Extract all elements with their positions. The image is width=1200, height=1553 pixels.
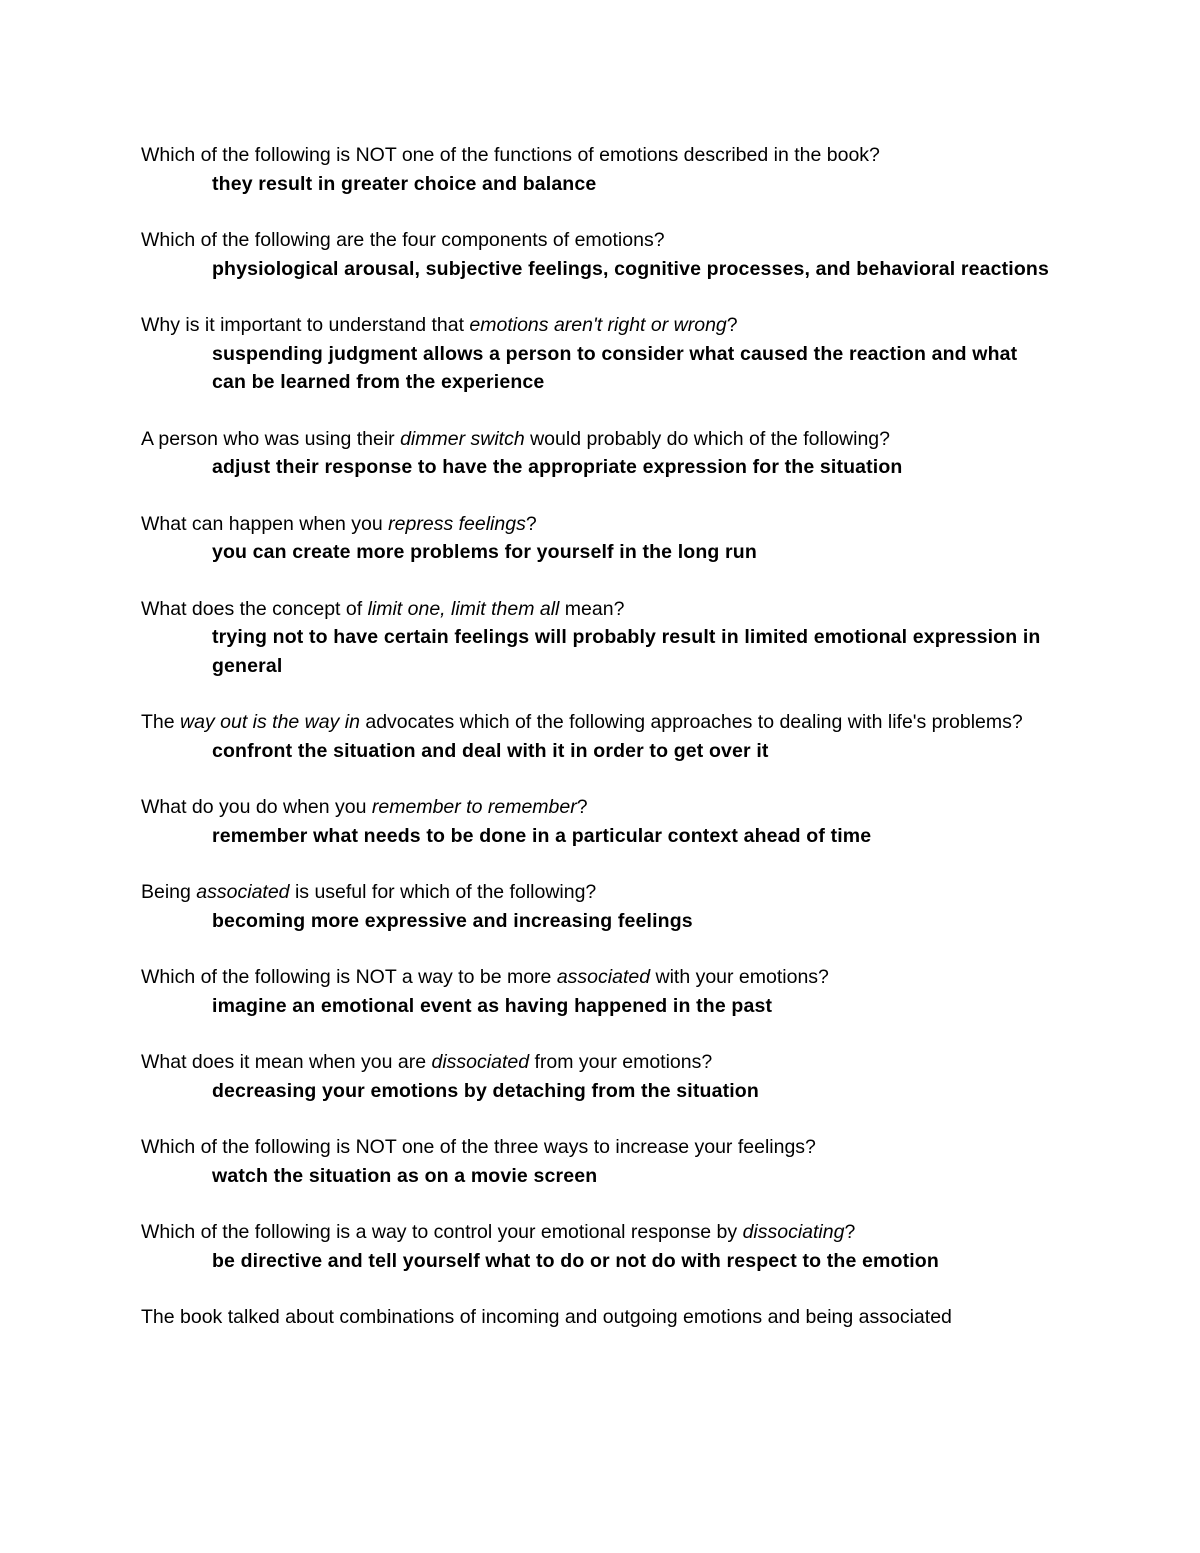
qa-block bbox=[141, 963, 1051, 1020]
question-segment: would probably do which of the following? bbox=[524, 427, 890, 450]
question-segment: Which of the following is NOT one of the functions of emotions described in the book? bbox=[141, 144, 880, 166]
question-text bbox=[141, 1303, 1051, 1332]
qa-block bbox=[141, 510, 1051, 567]
question-text bbox=[141, 1133, 1051, 1162]
answer-text: physiological arousal, subjective feelings, cognitive processes, and behavioral reactions bbox=[212, 257, 1049, 280]
question-segment: ? bbox=[525, 512, 537, 535]
question-segment: ? bbox=[844, 1221, 856, 1243]
question-emphasis: dimmer switch bbox=[400, 427, 525, 450]
document-page bbox=[141, 141, 1051, 1360]
question-emphasis: repress feelings bbox=[388, 512, 526, 535]
qa-block bbox=[141, 1133, 1051, 1190]
question-segment: advocates which of the following approaches to dealing with life's problems? bbox=[359, 711, 1023, 733]
question-segment: Being bbox=[141, 881, 197, 903]
question-segment: What does the concept of bbox=[141, 597, 368, 620]
question-text bbox=[141, 311, 1051, 340]
answer-text: decreasing your emotions by detaching from the situation bbox=[212, 1079, 759, 1102]
question-emphasis: way out is the way in bbox=[180, 711, 360, 733]
question-segment: Which of the following is NOT a way to be more bbox=[141, 966, 557, 988]
qa-block bbox=[141, 1303, 1051, 1332]
qa-block bbox=[141, 878, 1051, 935]
answer-text: becoming more expressive and increasing feelings bbox=[212, 909, 693, 932]
question-emphasis: associated bbox=[196, 881, 290, 903]
question-segment: What do you do when you bbox=[141, 796, 372, 818]
qa-block bbox=[141, 311, 1051, 397]
question-text bbox=[141, 141, 1051, 170]
question-text bbox=[141, 793, 1051, 822]
qa-block bbox=[141, 226, 1051, 283]
question-emphasis: limit one, limit them all bbox=[367, 597, 560, 620]
question-segment: with your emotions? bbox=[650, 966, 829, 988]
question-segment: is useful for which of the following? bbox=[289, 881, 597, 903]
answer-text: adjust their response to have the appropriate expression for the situation bbox=[212, 456, 903, 478]
answer-text: suspending judgment allows a person to consider what caused the reaction and what can be learned from the experience bbox=[212, 342, 1018, 393]
question-emphasis: dissociated bbox=[431, 1051, 530, 1073]
question-segment: A person who was using their bbox=[141, 427, 401, 450]
qa-block bbox=[141, 793, 1051, 850]
question-segment: Why is it important to understand that bbox=[141, 314, 470, 336]
question-segment: Which of the following is a way to control your emotional response by bbox=[141, 1221, 743, 1243]
question-segment: from your emotions? bbox=[529, 1051, 713, 1073]
question-emphasis: dissociating bbox=[742, 1221, 845, 1243]
answer-text: trying not to have certain feelings will probably result in limited emotional expression in general bbox=[212, 626, 1041, 677]
qa-block bbox=[141, 708, 1051, 765]
question-emphasis: emotions aren't right or wrong bbox=[469, 314, 727, 336]
question-text bbox=[141, 425, 1051, 454]
answer-text: you can create more problems for yourself in the long run bbox=[212, 541, 757, 563]
answer-text: watch the situation as on a movie screen bbox=[212, 1164, 598, 1187]
question-text bbox=[141, 963, 1051, 992]
question-text bbox=[141, 1218, 1051, 1247]
qa-block bbox=[141, 141, 1051, 198]
question-segment: What can happen when you bbox=[141, 512, 389, 535]
question-segment: ? bbox=[576, 796, 588, 818]
question-segment: What does it mean when you are bbox=[141, 1051, 432, 1073]
question-segment: mean? bbox=[559, 597, 625, 620]
question-segment: The bbox=[141, 711, 181, 733]
question-text bbox=[141, 878, 1051, 907]
question-segment: Which of the following are the four components of emotions? bbox=[141, 229, 665, 251]
question-segment: Which of the following is NOT one of the three ways to increase your feelings? bbox=[141, 1136, 816, 1158]
question-text bbox=[141, 226, 1051, 255]
question-segment: ? bbox=[726, 314, 738, 336]
qa-block bbox=[141, 425, 1051, 482]
question-segment: The book talked about combinations of incoming and outgoing emotions and being associated bbox=[141, 1306, 952, 1328]
question-text bbox=[141, 708, 1051, 737]
question-text bbox=[141, 595, 1051, 624]
question-text bbox=[141, 510, 1051, 539]
question-emphasis: remember to remember bbox=[371, 796, 577, 818]
qa-block bbox=[141, 1048, 1051, 1105]
answer-text: they result in greater choice and balance bbox=[212, 172, 597, 195]
answer-text: confront the situation and deal with it in order to get over it bbox=[212, 739, 769, 762]
answer-text: be directive and tell yourself what to do or not do with respect to the emotion bbox=[212, 1249, 939, 1272]
qa-block bbox=[141, 595, 1051, 681]
qa-block bbox=[141, 1218, 1051, 1275]
question-emphasis: associated bbox=[556, 966, 651, 988]
answer-text: remember what needs to be done in a particular context ahead of time bbox=[212, 824, 872, 847]
question-text bbox=[141, 1048, 1051, 1077]
answer-text: imagine an emotional event as having happened in the past bbox=[212, 994, 773, 1017]
